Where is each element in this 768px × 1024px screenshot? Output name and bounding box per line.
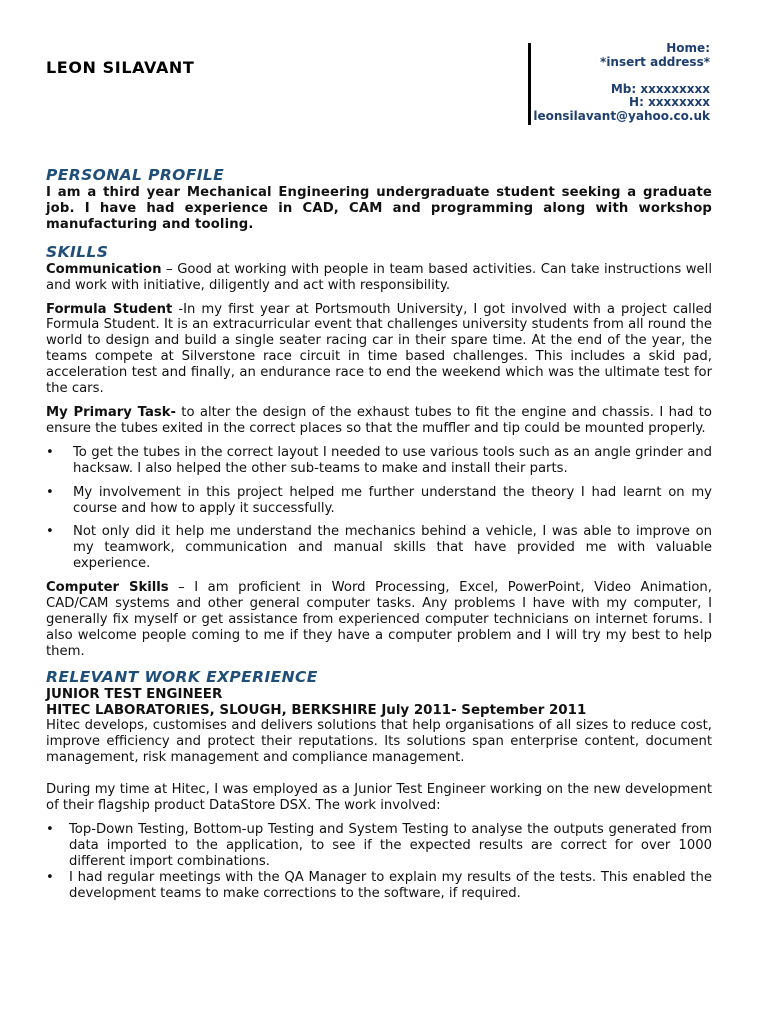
computer-paragraph	[46, 580, 712, 660]
computer-label: Computer Skills	[46, 580, 169, 596]
bullet-text: My involvement in this project helped me further understand the theory I had learnt on my course and how to apply it successfully.	[73, 484, 712, 516]
header-divider	[528, 43, 531, 125]
task-paragraph	[46, 405, 712, 437]
contact-home-phone: H: xxxxxxxx	[629, 95, 710, 109]
communication-paragraph	[46, 262, 712, 294]
communication-text: – Good at working with people in team based activities. Can take instructions well and work with initiative, diligently and act with responsibility.	[46, 261, 712, 293]
list-item: • Not only did it help me understand the mechanics behind a vehicle, I was able to improve on my teamwork, communication and manual skills that have provided me with valuable experience.	[46, 524, 712, 572]
contact-home-label: Home:	[666, 41, 710, 55]
contact-email[interactable]: leonsilavant@yahoo.co.uk	[533, 108, 710, 123]
task-text: to alter the design of the exhaust tubes to fit the engine and chassis. I had to ensure the tubes exited in the correct places so that the muffler and tip could be mounted properly.	[46, 404, 712, 436]
formula-text: -In my first year at Portsmouth University, I got involved with a project called Formula Student. It is an extracurricular event that challenges university students from all round the world to design and build a single seater racing car in their spare time. At the end of the year, the teams compete at Silverstone race circuit in time based challenges. This includes a skid pad, acceleration test and finally, an endurance race to end the weekend which was the ultimate test for the cars.	[46, 301, 712, 397]
list-item: • I had regular meetings with the QA Manager to explain my results of the tests. This enabled the development teams to make corrections to the software, if required.	[46, 869, 712, 901]
profile-heading: PERSONAL PROFILE	[46, 166, 225, 184]
company-line: HITEC LABORATORIES, SLOUGH, BERKSHIRE July 2011- September 2011	[46, 702, 587, 718]
formula-label: Formula Student	[46, 301, 173, 317]
bullet-text: Top-Down Testing, Bottom-up Testing and System Testing to analyse the outputs generated from data imported to the application, to see if the expected results are correct for over 1000 different import combinations.	[69, 822, 712, 869]
computer-text: – I am proficient in Word Processing, Excel, PowerPoint, Video Animation, CAD/CAM systems and other general computer tasks. Any problems I have with my computer, I generally fix myself or get assistance from experienced computer technicians on internet forums. I also welcome people coming to me if they have a computer problem and I will try my best to help them.	[46, 580, 712, 659]
contact-mobile: Mb: xxxxxxxxx	[610, 81, 710, 96]
list-item: • My involvement in this project helped me further understand the theory I had learnt on my course and how to apply it successfully.	[46, 484, 712, 516]
candidate-name: LEON SILAVANT	[46, 58, 195, 77]
company-description: Hitec develops, customises and delivers solutions that help organisations of all sizes to reduce cost, improve efficiency and protect their reputations. Its solutions span enterprise content, document management, risk management and compliance management.	[46, 718, 712, 766]
work-heading: RELEVANT WORK EXPERIENCE	[46, 667, 318, 686]
contact-block	[533, 42, 710, 123]
skills-bullet-list	[46, 445, 712, 572]
task-label: My Primary Task-	[46, 404, 176, 420]
profile-text: I am a third year Mechanical Engineering undergraduate student seeking a graduate job. I have had experience in CAD, CAM and programming along with workshop manufacturing and tooling.	[46, 185, 712, 232]
list-item: • To get the tubes in the correct layout I needed to use various tools such as an angle grinder and hacksaw. I also helped the other sub-teams to make and install their parts.	[46, 444, 712, 476]
cv-body	[46, 166, 712, 902]
list-item: • Top-Down Testing, Bottom-up Testing and System Testing to analyse the outputs generated from data imported to the application, to see if the expected results are correct for over 1000 different import combinations.	[46, 822, 712, 869]
contact-spacer	[533, 69, 710, 83]
communication-label: Communication	[46, 261, 162, 277]
role-description: During my time at Hitec, I was employed as a Junior Test Engineer working on the new development of their flagship product DataStore DSX. The work involved:	[46, 782, 712, 814]
contact-address: *insert address*	[600, 54, 710, 69]
bullet-text: I had regular meetings with the QA Manager to explain my results of the tests. This enabled the development teams to make corrections to the software, if required.	[69, 869, 712, 901]
bullet-text: To get the tubes in the correct layout I needed to use various tools such as an angle grinder and hacksaw. I also helped the other sub-teams to make and install their parts.	[73, 444, 712, 476]
skills-heading: SKILLS	[46, 242, 109, 261]
formula-paragraph	[46, 302, 712, 397]
bullet-text: Not only did it help me understand the mechanics behind a vehicle, I was able to improve on my teamwork, communication and manual skills that have provided me with valuable experience.	[73, 524, 712, 572]
job-title: JUNIOR TEST ENGINEER	[46, 686, 223, 702]
work-bullet-list	[46, 822, 712, 902]
